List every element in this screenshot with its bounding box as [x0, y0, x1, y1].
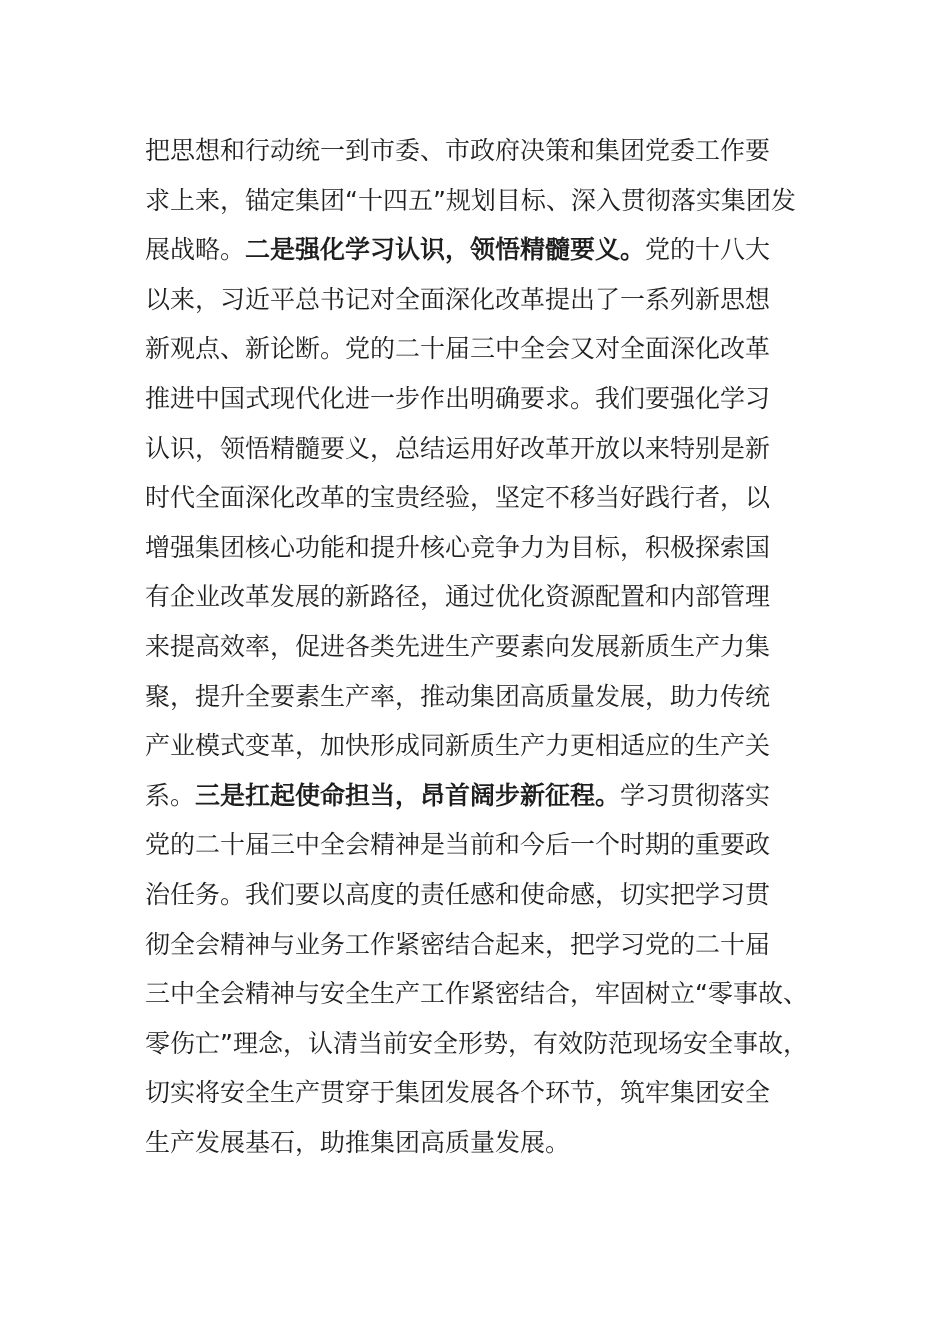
- body-text-run: 时代全面深化改革的宝贵经验，坚定不移当好践行者，以: [145, 483, 771, 513]
- body-text-run: 切实将安全生产贯穿于集团发展各个环节，筑牢集团安全: [145, 1078, 771, 1108]
- text-line: [145, 126, 845, 176]
- text-line: [145, 424, 845, 474]
- body-text-run: 三中全会精神与安全生产工作紧密结合，牢固树立“零事故、: [145, 979, 808, 1009]
- text-line: [145, 275, 845, 325]
- body-text-run: 新观点、新论断。党的二十届三中全会又对全面深化改革: [145, 334, 771, 364]
- text-line: [145, 176, 845, 226]
- body-text-run: 求上来，锚定集团“十四五”规划目标、深入贯彻落实集团发: [145, 185, 796, 215]
- body-text-run: 来提高效率，促进各类先进生产要素向发展新质生产力集: [145, 631, 771, 661]
- body-text-run: 党的二十届三中全会精神是当前和今后一个时期的重要政: [145, 830, 771, 860]
- body-text-run: 零伤亡”理念，认清当前安全形势，有效防范现场安全事故，: [145, 1028, 808, 1058]
- text-line: [145, 622, 845, 672]
- body-text-run: 彻全会精神与业务工作紧密结合起来，把学习党的二十届: [145, 929, 771, 959]
- body-text-run: 生产发展基石，助推集团高质量发展。: [145, 1127, 571, 1157]
- text-line: [145, 820, 845, 870]
- text-line: [145, 920, 845, 970]
- body-text-run: 有企业改革发展的新路径，通过优化资源配置和内部管理: [145, 582, 771, 612]
- body-text-run: 聚，提升全要素生产率，推动集团高质量发展，助力传统: [145, 681, 771, 711]
- body-text-run: 以来，习近平总书记对全面深化改革提出了一系列新思想: [145, 284, 771, 314]
- text-line: [145, 572, 845, 622]
- body-paragraph: [145, 126, 845, 1167]
- text-line: [145, 1118, 845, 1168]
- body-text-run: 产业模式变革，加快形成同新质生产力更相适应的生产关: [145, 731, 771, 761]
- text-line: [145, 771, 845, 821]
- bold-heading-text: 二是强化学习认识，领悟精髓要义。: [245, 235, 646, 265]
- text-line: [145, 473, 845, 523]
- text-line: [145, 870, 845, 920]
- text-line: [145, 969, 845, 1019]
- body-text-run: 党的十八大: [645, 235, 771, 265]
- text-line: [145, 1019, 845, 1069]
- text-line: [145, 721, 845, 771]
- text-line: [145, 324, 845, 374]
- text-line: [145, 225, 845, 275]
- body-text-run: 推进中国式现代化进一步作出明确要求。我们要强化学习: [145, 383, 771, 413]
- body-text-run: 增强集团核心功能和提升核心竞争力为目标，积极探索国: [145, 532, 771, 562]
- body-text-run: 展战略。: [145, 235, 246, 265]
- body-text-run: 系。: [145, 780, 196, 810]
- body-text-run: 治任务。我们要以高度的责任感和使命感，切实把学习贯: [145, 879, 771, 909]
- body-text-run: 把思想和行动统一到市委、市政府决策和集团党委工作要: [145, 136, 771, 165]
- body-text-run: 认识，领悟精髓要义，总结运用好改革开放以来特别是新: [145, 433, 771, 463]
- text-line: [145, 523, 845, 573]
- body-text-run: 学习贯彻落实: [620, 780, 771, 810]
- bold-heading-text: 三是扛起使命担当，昂首阔步新征程。: [195, 780, 621, 810]
- text-line: [145, 374, 845, 424]
- text-line: [145, 1068, 845, 1118]
- text-line: [145, 672, 845, 722]
